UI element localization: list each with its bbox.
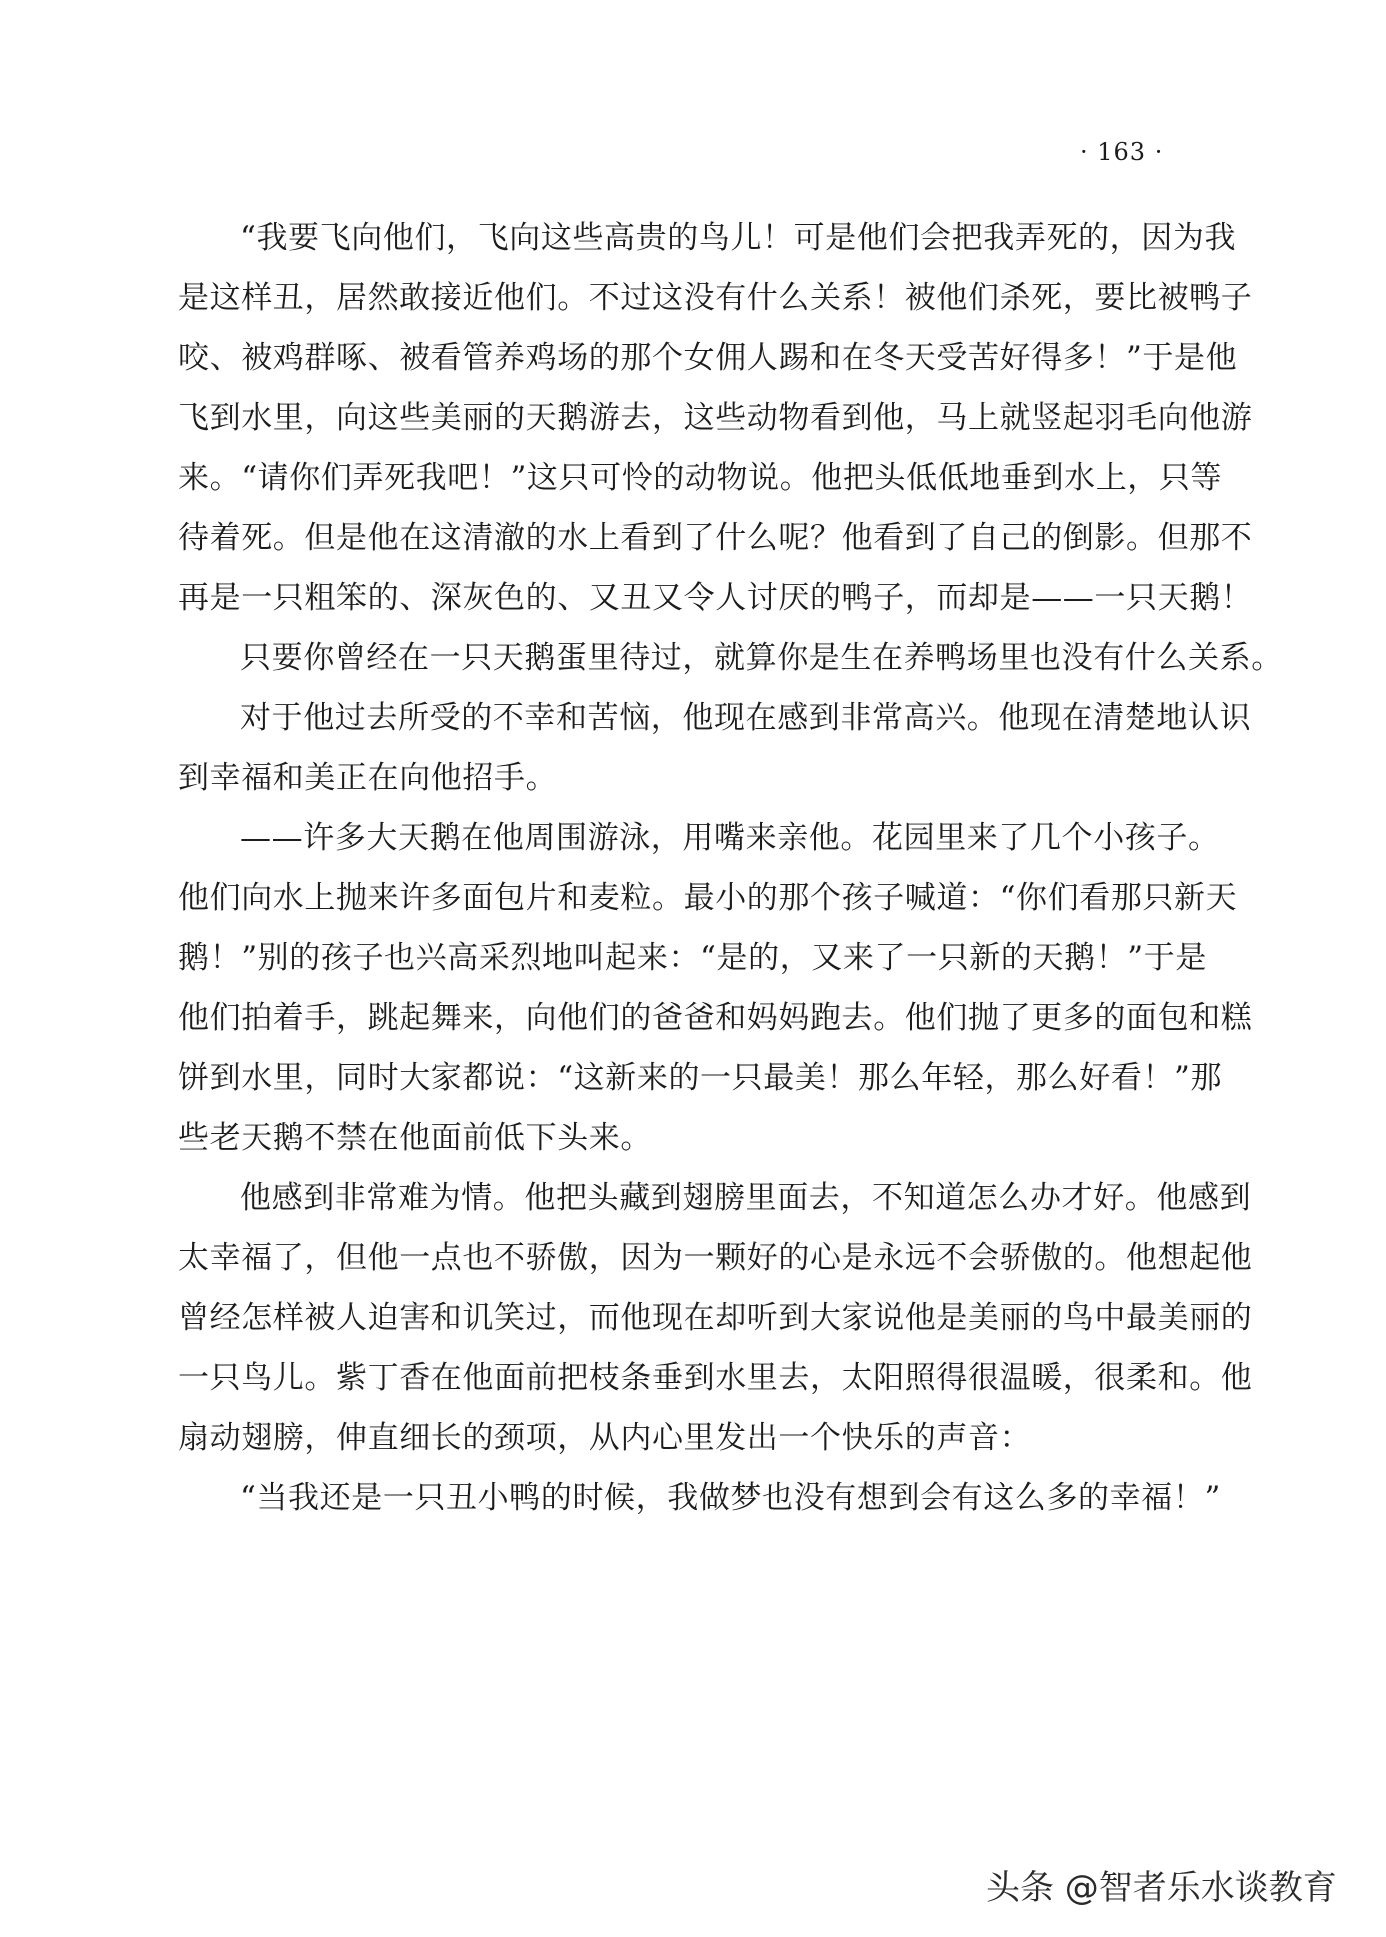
text-line: 些老天鹅不禁在他面前低下头来。 [178, 1120, 652, 1156]
text-line: 饼到水里，同时大家都说：“这新来的一只最美！那么年轻，那么好看！”那 [178, 1060, 1223, 1096]
text-line: 再是一只粗笨的、深灰色的、又丑又令人讨厌的鸭子，而却是——一只天鹅！ [178, 580, 1253, 616]
text-line: 他们拍着手，跳起舞来，向他们的爸爸和妈妈跑去。他们抛了更多的面包和糕 [178, 1000, 1253, 1036]
text-line: 咬、被鸡群啄、被看管养鸡场的那个女佣人踢和在冬天受苦好得多！”于是他 [178, 340, 1238, 376]
text-line: 来。“请你们弄死我吧！”这只可怜的动物说。他把头低低地垂到水上，只等 [178, 460, 1223, 496]
text-line: “我要飞向他们，飞向这些高贵的鸟儿！可是他们会把我弄死的，因为我 [240, 220, 1237, 256]
text-line: 曾经怎样被人迫害和讥笑过，而他现在却听到大家说他是美丽的鸟中最美丽的 [178, 1300, 1253, 1336]
text-line: “当我还是一只丑小鸭的时候，我做梦也没有想到会有这么多的幸福！” [240, 1480, 1221, 1516]
text-line: 对于他过去所受的不幸和苦恼，他现在感到非常高兴。他现在清楚地认识 [240, 700, 1252, 736]
text-line: 是这样丑，居然敢接近他们。不过这没有什么关系！被他们杀死，要比被鸭子 [178, 280, 1253, 316]
text-line: 他们向水上抛来许多面包片和麦粒。最小的那个孩子喊道：“你们看那只新天 [178, 880, 1238, 916]
body-text [178, 208, 1283, 1528]
text-line: 待着死。但是他在这清澈的水上看到了什么呢？他看到了自己的倒影。但那不 [178, 520, 1253, 556]
text-line: 到幸福和美正在向他招手。 [178, 760, 558, 796]
text-line: 一只鸟儿。紫丁香在他面前把枝条垂到水里去，太阳照得很温暖，很柔和。他 [178, 1360, 1253, 1396]
text-line: ——许多大天鹅在他周围游泳，用嘴来亲他。花园里来了几个小孩子。 [240, 820, 1220, 856]
text-line: 只要你曾经在一只天鹅蛋里待过，就算你是生在养鸭场里也没有什么关系。 [240, 640, 1283, 676]
page-number: · 163 · [1080, 138, 1164, 166]
text-line: 他感到非常难为情。他把头藏到翅膀里面去，不知道怎么办才好。他感到 [240, 1180, 1252, 1216]
text-line: 飞到水里，向这些美丽的天鹅游去，这些动物看到他，马上就竖起羽毛向他游 [178, 400, 1253, 436]
watermark: 头条 @智者乐水谈教育 [986, 1868, 1337, 1908]
text-line: 太幸福了，但他一点也不骄傲，因为一颗好的心是永远不会骄傲的。他想起他 [178, 1240, 1253, 1276]
text-line: 扇动翅膀，伸直细长的颈项，从内心里发出一个快乐的声音： [178, 1420, 1032, 1456]
text-line: 鹅！”别的孩子也兴高采烈地叫起来：“是的，又来了一只新的天鹅！”于是 [178, 940, 1207, 976]
